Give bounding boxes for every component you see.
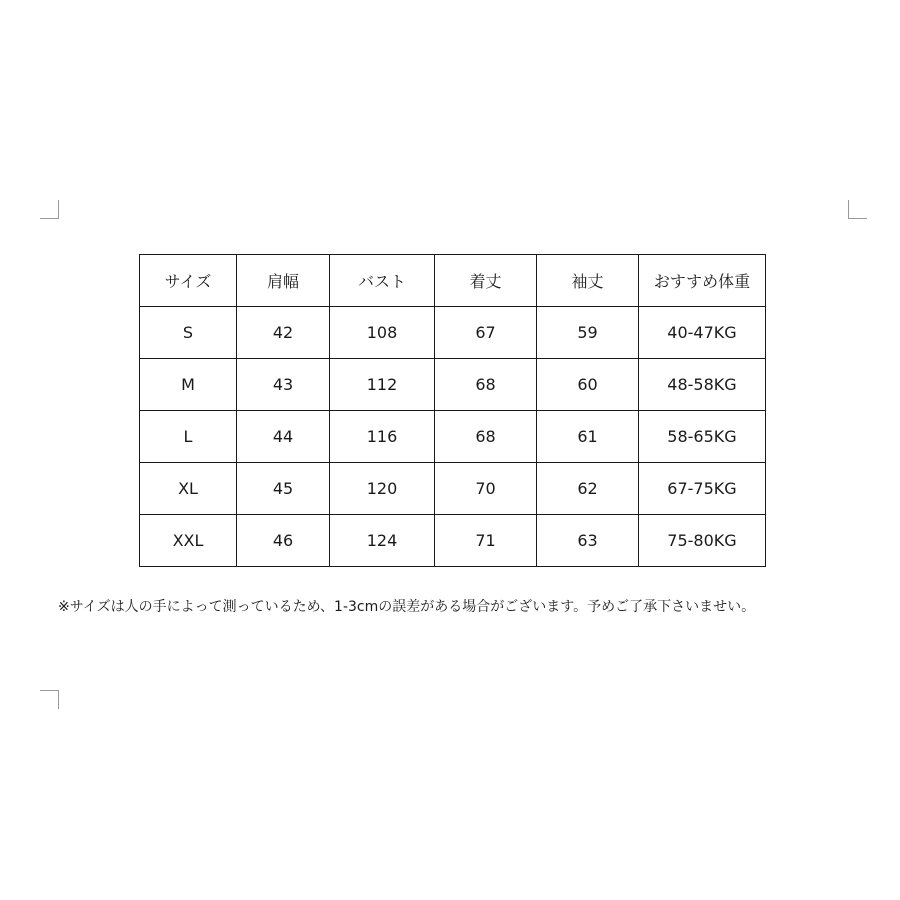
table-header-row: [140, 255, 766, 307]
header-recommended-weight: おすすめ体重: [639, 255, 766, 307]
cell-bust: 112: [330, 359, 435, 411]
cell-length: 70: [435, 463, 537, 515]
cell-size: XL: [140, 463, 237, 515]
cell-shoulder-width: 43: [237, 359, 330, 411]
crop-mark-top-right: [848, 200, 867, 219]
header-length: 着丈: [435, 255, 537, 307]
crop-mark-top-left: [40, 200, 59, 219]
table-row: [140, 307, 766, 359]
cell-bust: 124: [330, 515, 435, 567]
cell-sleeve-length: 59: [537, 307, 639, 359]
cell-length: 67: [435, 307, 537, 359]
cell-bust: 120: [330, 463, 435, 515]
cell-shoulder-width: 42: [237, 307, 330, 359]
header-shoulder-width: 肩幅: [237, 255, 330, 307]
cell-recommended-weight: 75-80KG: [639, 515, 766, 567]
cell-recommended-weight: 67-75KG: [639, 463, 766, 515]
cell-size: S: [140, 307, 237, 359]
cell-length: 68: [435, 411, 537, 463]
cell-size: L: [140, 411, 237, 463]
table-row: [140, 463, 766, 515]
cell-bust: 116: [330, 411, 435, 463]
cell-bust: 108: [330, 307, 435, 359]
header-bust: バスト: [330, 255, 435, 307]
cell-sleeve-length: 63: [537, 515, 639, 567]
cell-recommended-weight: 58-65KG: [639, 411, 766, 463]
measurement-note: ※サイズは人の手によって測っているため、1-3cmの誤差がある場合がございます。予めご了承下さいませい。: [58, 599, 756, 615]
size-chart-table: [139, 254, 766, 567]
cell-sleeve-length: 62: [537, 463, 639, 515]
cell-recommended-weight: 48-58KG: [639, 359, 766, 411]
cell-shoulder-width: 46: [237, 515, 330, 567]
table-row: [140, 359, 766, 411]
crop-mark-bottom-left: [40, 690, 59, 709]
cell-sleeve-length: 61: [537, 411, 639, 463]
cell-sleeve-length: 60: [537, 359, 639, 411]
cell-shoulder-width: 45: [237, 463, 330, 515]
cell-recommended-weight: 40-47KG: [639, 307, 766, 359]
cell-size: M: [140, 359, 237, 411]
table-row: [140, 515, 766, 567]
table-row: [140, 411, 766, 463]
header-sleeve-length: 袖丈: [537, 255, 639, 307]
cell-length: 71: [435, 515, 537, 567]
cell-shoulder-width: 44: [237, 411, 330, 463]
cell-length: 68: [435, 359, 537, 411]
cell-size: XXL: [140, 515, 237, 567]
header-size: サイズ: [140, 255, 237, 307]
